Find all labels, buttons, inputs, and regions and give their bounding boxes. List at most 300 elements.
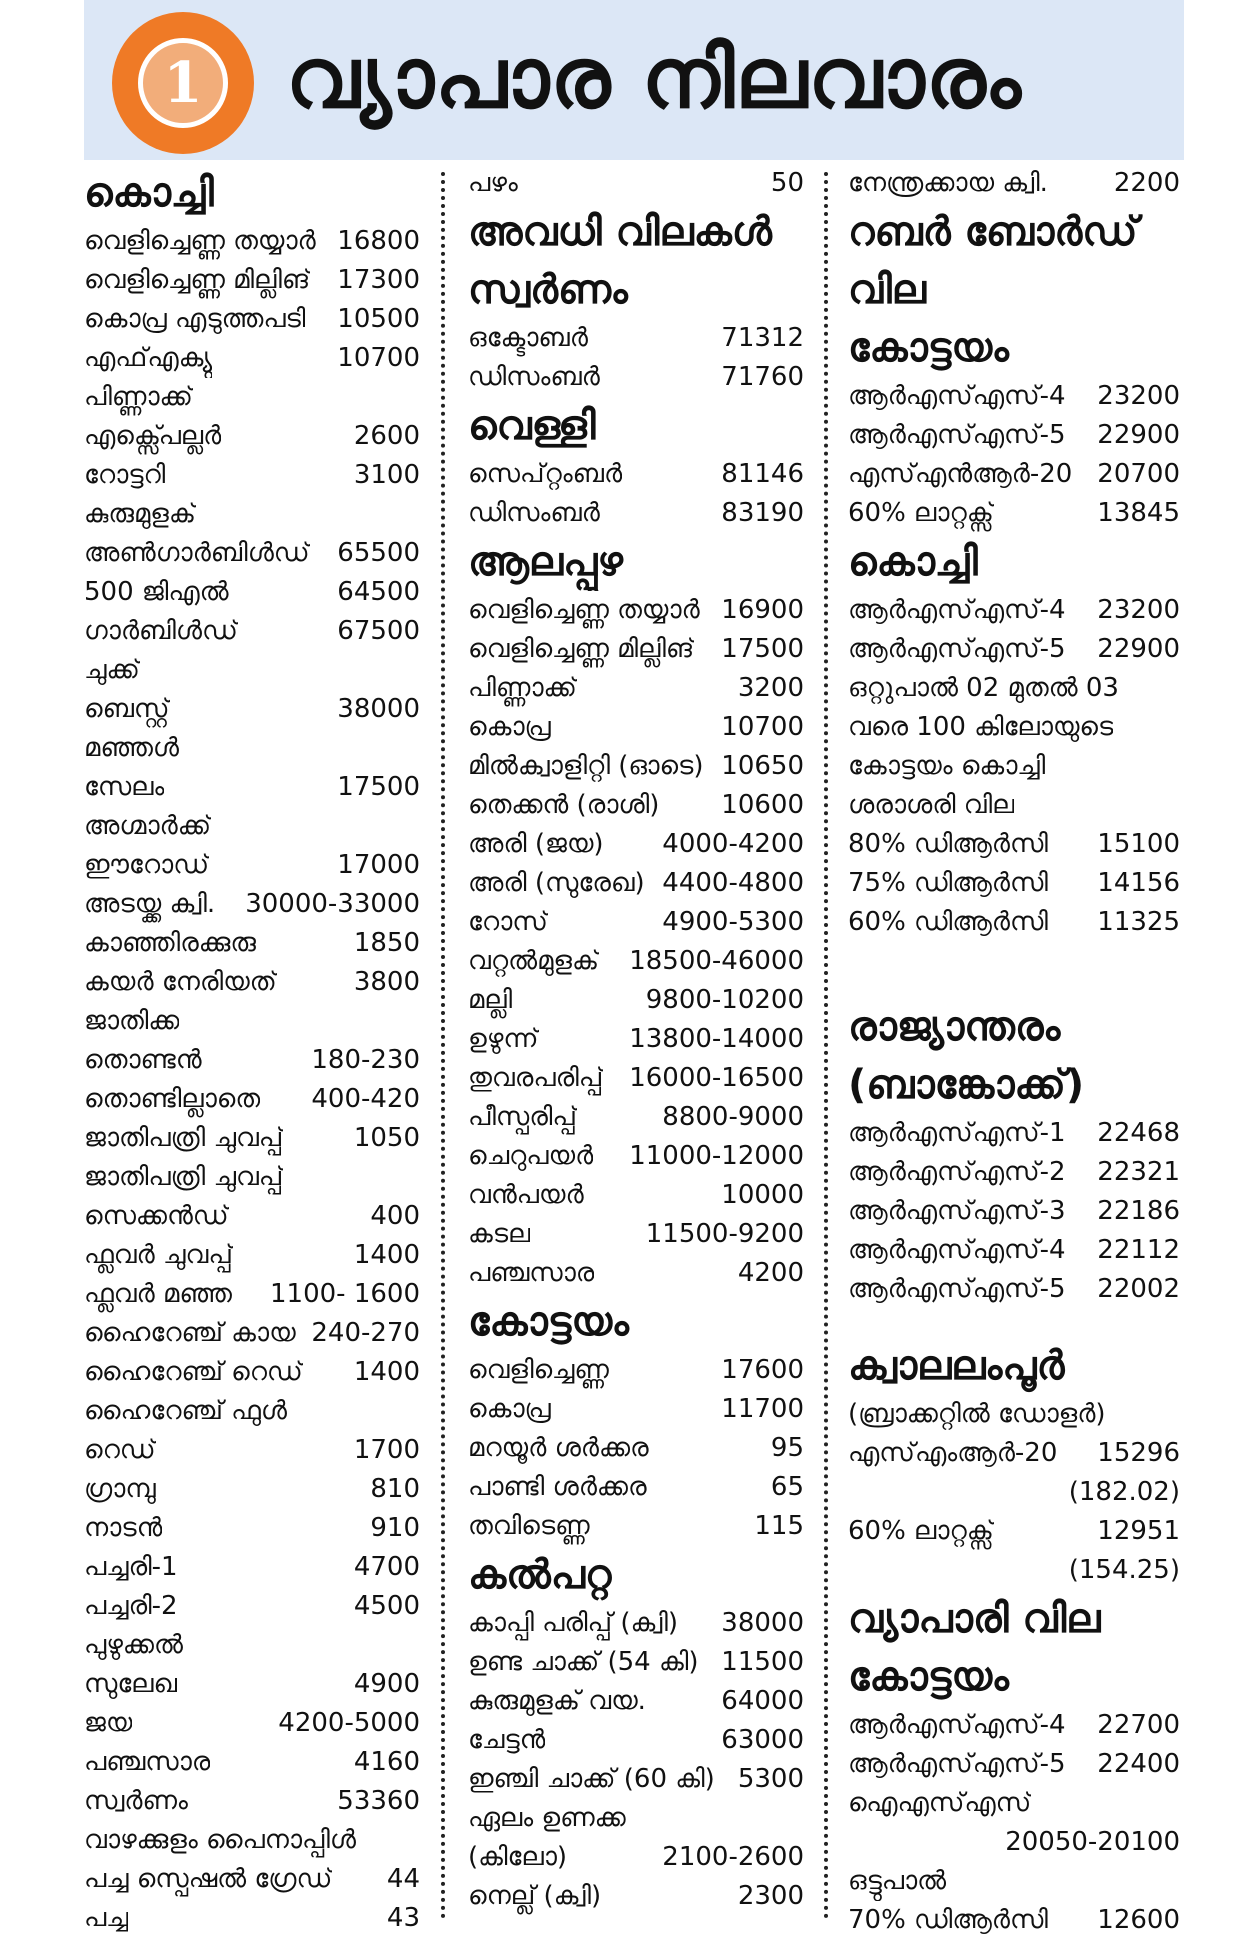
item-name: വെളിച്ചെണ്ണ തയ്യാർ	[84, 226, 316, 256]
price-row	[84, 1743, 420, 1782]
item-name: നാടൻ	[84, 1513, 163, 1543]
page-title: വ്യാപാര നിലവാരം	[286, 29, 1022, 127]
item-name: സെക്കൻഡ്	[84, 1201, 229, 1231]
column-divider	[441, 172, 445, 1920]
price-row	[468, 903, 804, 942]
item-price: 1050	[353, 1123, 420, 1153]
item-name: മറയൂർ ശർക്കര	[468, 1433, 649, 1463]
item-name: ഹൈറേഞ്ച് റെഡ്	[84, 1357, 303, 1387]
price-row	[848, 786, 1180, 825]
price-column-1	[84, 164, 420, 1938]
item-price: 17500	[337, 772, 420, 802]
item-name: എസ്എൻആർ-20	[848, 459, 1073, 489]
price-row	[468, 1059, 804, 1098]
item-price: 1850	[353, 928, 420, 958]
item-price: 4900-5300	[662, 907, 804, 937]
item-name: എക്സ്പെല്ലർ	[84, 421, 222, 451]
section-heading: കോട്ടയം	[848, 1654, 1009, 1700]
price-row	[468, 942, 804, 981]
price-row	[84, 1002, 420, 1041]
section-heading: അവധി വിലകൾ	[468, 209, 772, 255]
item-price: 53360	[337, 1786, 420, 1816]
price-row	[468, 1799, 804, 1838]
item-name: അടയ്ക്ക ക്വി.	[84, 889, 216, 919]
price-row	[84, 534, 420, 573]
price-column-3	[848, 164, 1180, 1940]
price-column-2	[468, 164, 804, 1916]
price-row	[848, 494, 1180, 533]
item-price: 400-420	[311, 1084, 420, 1114]
item-price: 83190	[721, 498, 804, 528]
item-name: കുരുമുളക് വയ.	[468, 1686, 646, 1716]
item-name: ഫ്ലവർ മഞ്ഞ	[84, 1279, 232, 1309]
item-name: അൺഗാർബിൾഡ്	[84, 538, 310, 568]
item-price: 4200-5000	[278, 1708, 420, 1738]
price-row	[84, 612, 420, 651]
price-row	[84, 651, 420, 690]
price-row	[848, 1270, 1180, 1309]
item-name: കൊപ്ര	[468, 712, 551, 742]
price-row	[848, 1551, 1180, 1590]
price-row	[84, 1314, 420, 1353]
item-name: ചുക്ക്	[84, 655, 140, 685]
item-price: 2200	[1113, 168, 1180, 198]
item-price: 16900	[721, 595, 804, 625]
item-price: 13800-14000	[629, 1024, 804, 1054]
item-name: ജാതിപത്രി ചുവപ്പ്	[84, 1162, 284, 1192]
section-heading: വില	[848, 267, 926, 313]
price-row	[848, 1114, 1180, 1153]
price-row	[468, 825, 804, 864]
item-name: എഫ്എക്യു	[84, 343, 213, 373]
item-name: കൊപ്ര എടുത്തപടി	[84, 304, 306, 334]
item-name: ഏലം ഉണക്ക	[468, 1803, 626, 1833]
item-name: (കിലോ)	[468, 1842, 567, 1872]
price-row	[468, 1020, 804, 1059]
item-name: അരി (ജയ)	[468, 829, 604, 859]
price-row	[468, 786, 804, 825]
item-price: 81146	[721, 459, 804, 489]
price-row	[468, 1760, 804, 1799]
item-price: 2100-2600	[662, 1842, 804, 1872]
item-price: 4400-4800	[662, 868, 804, 898]
item-name: വാഴക്കുളം പൈനാപ്പിൾ	[84, 1825, 357, 1855]
item-name: ഗ്രാമ്പു	[84, 1474, 156, 1504]
item-name: ഉണ്ട ചാക്ക് (54 കി)	[468, 1647, 699, 1677]
item-name: പഞ്ചസാര	[468, 1258, 595, 1288]
item-price: 65	[770, 1472, 804, 1502]
price-row	[468, 1351, 804, 1390]
item-name: ജയ	[84, 1708, 133, 1738]
item-name: തുവരപരിപ്പ്	[468, 1063, 604, 1093]
item-price: 12600	[1097, 1905, 1180, 1935]
price-row	[84, 1041, 420, 1080]
price-row	[84, 222, 420, 261]
item-name: 60% ലാറ്റക്സ്	[848, 498, 994, 528]
price-row	[84, 846, 420, 885]
price-row	[84, 417, 420, 456]
item-price: 22900	[1097, 634, 1180, 664]
item-price: 10000	[721, 1180, 804, 1210]
section-heading: കോട്ടയം	[848, 325, 1009, 371]
item-price: 18500-46000	[629, 946, 804, 976]
item-name: പീസ്പരിപ്പ്	[468, 1102, 577, 1132]
item-name: ചേട്ടൻ	[468, 1725, 546, 1755]
price-row	[468, 455, 804, 494]
price-row	[848, 455, 1180, 494]
price-row	[84, 690, 420, 729]
item-name: ഡിസംബർ	[468, 498, 600, 528]
price-row	[848, 591, 1180, 630]
item-price: 810	[370, 1474, 420, 1504]
item-name: ചെറുപയർ	[468, 1141, 594, 1171]
item-price: 16000-16500	[629, 1063, 804, 1093]
price-row	[848, 1512, 1180, 1551]
item-name: ശരാശരി വില	[848, 790, 1015, 820]
item-name: സുലേഖ	[84, 1669, 178, 1699]
item-price: 910	[370, 1513, 420, 1543]
item-price: 22112	[1097, 1235, 1180, 1265]
item-price: 10700	[721, 712, 804, 742]
price-row	[84, 573, 420, 612]
price-row	[848, 377, 1180, 416]
price-row	[468, 747, 804, 786]
price-row	[848, 630, 1180, 669]
price-row	[84, 300, 420, 339]
item-name: ആർഎസ്എസ്-5	[848, 1274, 1066, 1304]
item-price: 23200	[1097, 381, 1180, 411]
price-row	[468, 1682, 804, 1721]
item-name: ആർഎസ്എസ്-5	[848, 420, 1066, 450]
item-price: 10500	[337, 304, 420, 334]
item-price: 11500-9200	[645, 1219, 804, 1249]
price-row	[84, 1626, 420, 1665]
price-row	[84, 1548, 420, 1587]
section-spacer	[848, 970, 1180, 998]
item-price: 8800-9000	[662, 1102, 804, 1132]
item-price: 15296	[1097, 1438, 1180, 1468]
item-price: 16800	[337, 226, 420, 256]
item-name: വെളിച്ചെണ്ണ മില്ലിങ്	[468, 634, 695, 664]
item-name: ഒറ്റുപാൽ 02 മുതൽ 03	[848, 673, 1119, 703]
item-name: പഞ്ചസാര	[84, 1747, 211, 1777]
price-row	[848, 1901, 1180, 1940]
section-heading: രാജ്യാന്തരം	[848, 1004, 1061, 1050]
price-row	[84, 1353, 420, 1392]
item-name: തൊണ്ടില്ലാതെ	[84, 1084, 261, 1114]
item-price: 22700	[1097, 1710, 1180, 1740]
section-heading: കൊച്ചി	[84, 170, 214, 216]
price-row	[84, 924, 420, 963]
item-price: 11500	[721, 1647, 804, 1677]
price-row	[848, 669, 1180, 708]
item-name: നെല്ല് (ക്വി)	[468, 1881, 602, 1911]
item-name: ഡിസംബർ	[468, 362, 600, 392]
item-name: 70% ഡിആർസി	[848, 1905, 1048, 1935]
item-price: 4700	[353, 1552, 420, 1582]
item-price: 11700	[721, 1394, 804, 1424]
item-name: വെളിച്ചെണ്ണ മില്ലിങ്	[84, 265, 311, 295]
item-name: ഹൈറേഞ്ച് ഫുൾ	[84, 1396, 287, 1426]
item-price: 17000	[337, 850, 420, 880]
price-row	[468, 1254, 804, 1293]
item-price: 1400	[353, 1357, 420, 1387]
price-row	[848, 903, 1180, 942]
item-price: 95	[770, 1433, 804, 1463]
item-name: പഴം	[468, 168, 518, 198]
price-row	[84, 1509, 420, 1548]
item-name: പുഴുക്കൽ	[84, 1630, 183, 1660]
price-row	[848, 825, 1180, 864]
item-price: 14156	[1097, 868, 1180, 898]
price-row	[84, 1899, 420, 1938]
item-price: 2300	[737, 1881, 804, 1911]
item-price: 3800	[353, 967, 420, 997]
item-name: കടല	[468, 1219, 531, 1249]
item-name: ഒട്ടുപാൽ	[848, 1866, 947, 1896]
item-price: 22400	[1097, 1749, 1180, 1779]
item-name: കയർ നേരിയത്	[84, 967, 277, 997]
item-name: എസ്എംആർ-20	[848, 1438, 1058, 1468]
price-row	[84, 963, 420, 1002]
price-row	[848, 1395, 1180, 1434]
item-price: 4900	[353, 1669, 420, 1699]
item-price: 180-230	[311, 1045, 420, 1075]
item-price: 20700	[1097, 459, 1180, 489]
item-name: സെപ്റ്റംബർ	[468, 459, 623, 489]
item-name: നേന്ത്രക്കായ ക്വി.	[848, 168, 1048, 198]
section-heading: സ്വർണം	[468, 267, 628, 313]
price-row	[848, 164, 1180, 203]
item-price: 15100	[1097, 829, 1180, 859]
item-name: സ്വർണം	[84, 1786, 188, 1816]
price-row	[848, 1192, 1180, 1231]
item-price: 400	[370, 1201, 420, 1231]
item-price: (182.02)	[1068, 1477, 1180, 1507]
price-row	[468, 164, 804, 203]
item-price: 10600	[721, 790, 804, 820]
price-row	[84, 495, 420, 534]
item-name: ഹൈറേഞ്ച് കായ	[84, 1318, 296, 1348]
price-row	[848, 1784, 1180, 1823]
price-row	[84, 768, 420, 807]
price-row	[84, 1158, 420, 1197]
item-name: 60% ഡിആർസി	[848, 907, 1048, 937]
price-row	[848, 1473, 1180, 1512]
item-name: ആർഎസ്എസ്-4	[848, 1235, 1066, 1265]
section-heading: (ബാങ്കോക്ക്)	[848, 1062, 1085, 1108]
section-heading: ക്വാലലംപൂർ	[848, 1343, 1065, 1389]
price-row	[84, 1392, 420, 1431]
item-name: പാണ്ടി ശർക്കര	[468, 1472, 647, 1502]
item-name: തെക്കൻ (രാശി)	[468, 790, 660, 820]
item-name: മഞ്ഞൾ	[84, 733, 179, 763]
price-row	[84, 1587, 420, 1626]
item-name: ആർഎസ്എസ്-2	[848, 1157, 1066, 1187]
price-row	[84, 1860, 420, 1899]
item-name: ആർഎസ്എസ്-5	[848, 634, 1066, 664]
price-row	[84, 261, 420, 300]
number-badge	[112, 12, 254, 154]
item-price: 65500	[337, 538, 420, 568]
price-row	[468, 864, 804, 903]
section-spacer	[848, 942, 1180, 970]
item-name: മിൽക്വാളിറ്റി (ഓടെ)	[468, 751, 704, 781]
item-price: 2600	[353, 421, 420, 451]
item-price: 5300	[737, 1764, 804, 1794]
item-price: 64500	[337, 577, 420, 607]
price-row	[468, 1137, 804, 1176]
section-heading: കൊച്ചി	[848, 539, 978, 585]
item-name: ഫ്ലവർ ചുവപ്പ്	[84, 1240, 233, 1270]
item-price: 4500	[353, 1591, 420, 1621]
item-price: 71760	[721, 362, 804, 392]
item-name: വരെ 100 കിലോയുടെ	[848, 712, 1114, 742]
item-price: 4200	[737, 1258, 804, 1288]
price-row	[848, 1862, 1180, 1901]
item-price: (154.25)	[1068, 1555, 1180, 1585]
price-row	[468, 319, 804, 358]
price-row	[468, 1838, 804, 1877]
item-name: അരി (സുരേഖ)	[468, 868, 645, 898]
item-name: ആർഎസ്എസ്-5	[848, 1749, 1066, 1779]
item-name: ആർഎസ്എസ്-4	[848, 595, 1066, 625]
item-name: ഗാർബിൾഡ്	[84, 616, 238, 646]
item-price: 43	[386, 1903, 420, 1933]
price-row	[848, 1434, 1180, 1473]
section-heading: റബർ ബോർഡ്	[848, 209, 1138, 255]
column-divider	[824, 172, 828, 1920]
item-price: 1100- 1600	[270, 1279, 420, 1309]
price-row	[468, 1390, 804, 1429]
price-row	[84, 339, 420, 378]
item-name: കാഞ്ഞിരക്കുരു	[84, 928, 256, 958]
price-row	[468, 981, 804, 1020]
price-row	[468, 1215, 804, 1254]
price-row	[84, 1782, 420, 1821]
item-name: ബെസ്റ്റ്	[84, 694, 170, 724]
price-row	[84, 1704, 420, 1743]
section-spacer	[848, 1309, 1180, 1337]
item-price: 17300	[337, 265, 420, 295]
section-heading: ആലപ്പുഴ	[468, 539, 623, 585]
item-name: ഐഎസ്എസ്	[848, 1788, 1032, 1818]
item-price: 4160	[353, 1747, 420, 1777]
price-row	[468, 1604, 804, 1643]
item-name: റോട്ടറി	[84, 460, 166, 490]
item-price: 240-270	[311, 1318, 420, 1348]
price-row	[84, 729, 420, 768]
item-name: 80% ഡിആർസി	[848, 829, 1048, 859]
item-price: 17500	[721, 634, 804, 664]
price-row	[468, 358, 804, 397]
item-price: 11325	[1097, 907, 1180, 937]
item-price: 22321	[1097, 1157, 1180, 1187]
item-name: വൻപയർ	[468, 1180, 584, 1210]
item-price: 64000	[721, 1686, 804, 1716]
price-row	[84, 1197, 420, 1236]
item-name: ജാതിപത്രി ചുവപ്പ്	[84, 1123, 284, 1153]
price-row	[468, 669, 804, 708]
item-name: 75% ഡിആർസി	[848, 868, 1048, 898]
price-row	[468, 591, 804, 630]
item-price: 1400	[353, 1240, 420, 1270]
price-row	[84, 1275, 420, 1314]
item-name: ഒക്ടോബർ	[468, 323, 588, 353]
item-name: 500 ജിഎൽ	[84, 577, 229, 607]
price-row	[848, 1231, 1180, 1270]
item-price: 30000-33000	[245, 889, 420, 919]
item-name: 60% ലാറ്റക്സ്	[848, 1516, 994, 1546]
item-name: തൊണ്ടൻ	[84, 1045, 202, 1075]
item-name: ഉഴുന്ന്	[468, 1024, 539, 1054]
section-heading: കൽപറ്റ	[468, 1552, 612, 1598]
item-price: 20050-20100	[1005, 1827, 1180, 1857]
item-name: പിണ്ണാക്ക്	[468, 673, 577, 703]
item-name: അഗ്മാർക്ക്	[84, 811, 212, 841]
item-price: 4000-4200	[662, 829, 804, 859]
price-row	[84, 1236, 420, 1275]
item-price: 63000	[721, 1725, 804, 1755]
item-name: ആർഎസ്എസ്-4	[848, 381, 1066, 411]
item-name: ഇഞ്ചി ചാക്ക് (60 കി)	[468, 1764, 715, 1794]
item-price: 17600	[721, 1355, 804, 1385]
item-name: ആർഎസ്എസ്-3	[848, 1196, 1066, 1226]
item-name: റെഡ്	[84, 1435, 156, 1465]
price-row	[468, 1468, 804, 1507]
price-row	[848, 416, 1180, 455]
item-name: ഈറോഡ്	[84, 850, 210, 880]
item-price: 115	[754, 1511, 804, 1541]
item-name: വെളിച്ചെണ്ണ	[468, 1355, 609, 1385]
item-name: പച്ച	[84, 1903, 129, 1933]
price-row	[84, 378, 420, 417]
item-price: 13845	[1097, 498, 1180, 528]
item-name: (ബ്രാക്കറ്റിൽ ഡോളർ)	[848, 1399, 1106, 1429]
price-row	[848, 864, 1180, 903]
price-row	[848, 1153, 1180, 1192]
item-price: 11000-12000	[629, 1141, 804, 1171]
item-price: 67500	[337, 616, 420, 646]
item-price: 22002	[1097, 1274, 1180, 1304]
price-row	[84, 1821, 420, 1860]
price-row	[468, 494, 804, 533]
item-name: പച്ച സ്പെഷൽ ഗ്രേഡ്	[84, 1864, 333, 1894]
price-row	[468, 708, 804, 747]
price-row	[468, 1176, 804, 1215]
item-name: പച്ചരി-1	[84, 1552, 178, 1582]
item-name: കാപ്പി പരിപ്പ് (ക്വി)	[468, 1608, 679, 1638]
item-name: കൊപ്ര	[468, 1394, 551, 1424]
item-name: ആർഎസ്എസ്-1	[848, 1118, 1066, 1148]
price-row	[848, 1823, 1180, 1862]
price-row	[848, 747, 1180, 786]
price-row	[84, 1470, 420, 1509]
item-price: 23200	[1097, 595, 1180, 625]
item-price: 10700	[337, 343, 420, 373]
item-name: ആർഎസ്എസ്-4	[848, 1710, 1066, 1740]
item-price: 3200	[737, 673, 804, 703]
item-price: 71312	[721, 323, 804, 353]
item-price: 44	[386, 1864, 420, 1894]
item-name: പച്ചരി-2	[84, 1591, 178, 1621]
price-row	[848, 708, 1180, 747]
price-row	[84, 807, 420, 846]
item-name: തവിടെണ്ണ	[468, 1511, 590, 1541]
badge-number: 1	[138, 38, 228, 128]
section-heading: വെള്ളി	[468, 403, 596, 449]
item-price: 38000	[721, 1608, 804, 1638]
